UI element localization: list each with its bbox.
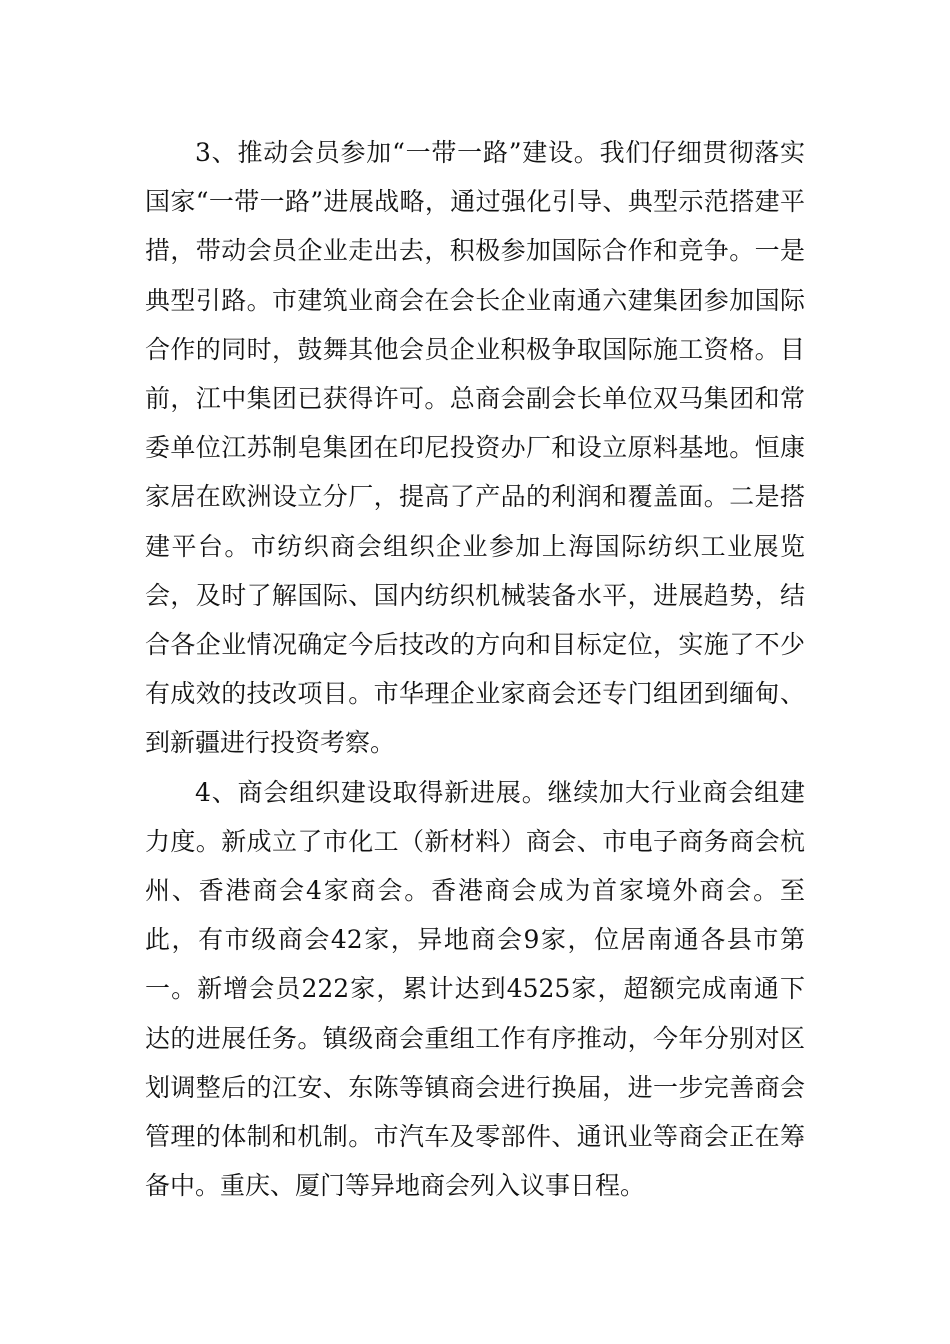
document-body	[145, 128, 805, 1210]
paragraph-belt-and-road: 3、推动会员参加“一带一路”建设。我们仔细贯彻落实国家“一带一路”进展战略，通过强化引导、典型示范搭建平措，带动会员企业走出去，积极参加国际合作和竞争。一是典型引路。市建筑业商会在会长企业南通六建集团参加国际合作的同时，鼓舞其他会员企业积极争取国际施工资格。目前，江中集团已获得许可。总商会副会长单位双马集团和常委单位江苏制皂集团在印尼投资办厂和设立原料基地。恒康家居在欧洲设立分厂，提高了产品的利润和覆盖面。二是搭建平台。市纺织商会组织企业参加上海国际纺织工业展览会，及时了解国际、国内纺织机械装备水平，进展趋势，结合各企业情况确定今后技改的方向和目标定位，实施了不少有成效的技改项目。市华理企业家商会还专门组团到缅甸、到新疆进行投资考察。	[145, 138, 805, 758]
paragraph-chamber-organization: 4、商会组织建设取得新进展。继续加大行业商会组建力度。新成立了市化工（新材料）商会、市电子商务商会杭州、香港商会4家商会。香港商会成为首家境外商会。至此，有市级商会42家，异地商会9家，位居南通各县市第一。新增会员222家，累计达到4525家，超额完成南通下达的进展任务。镇级商会重组工作有序推动，今年分别对区划调整后的江安、东陈等镇商会进行换届，进一步完善商会管理的体制和机制。市汽车及零部件、通讯业等商会正在筹备中。重庆、厦门等异地商会列入议事日程。	[145, 777, 805, 1201]
